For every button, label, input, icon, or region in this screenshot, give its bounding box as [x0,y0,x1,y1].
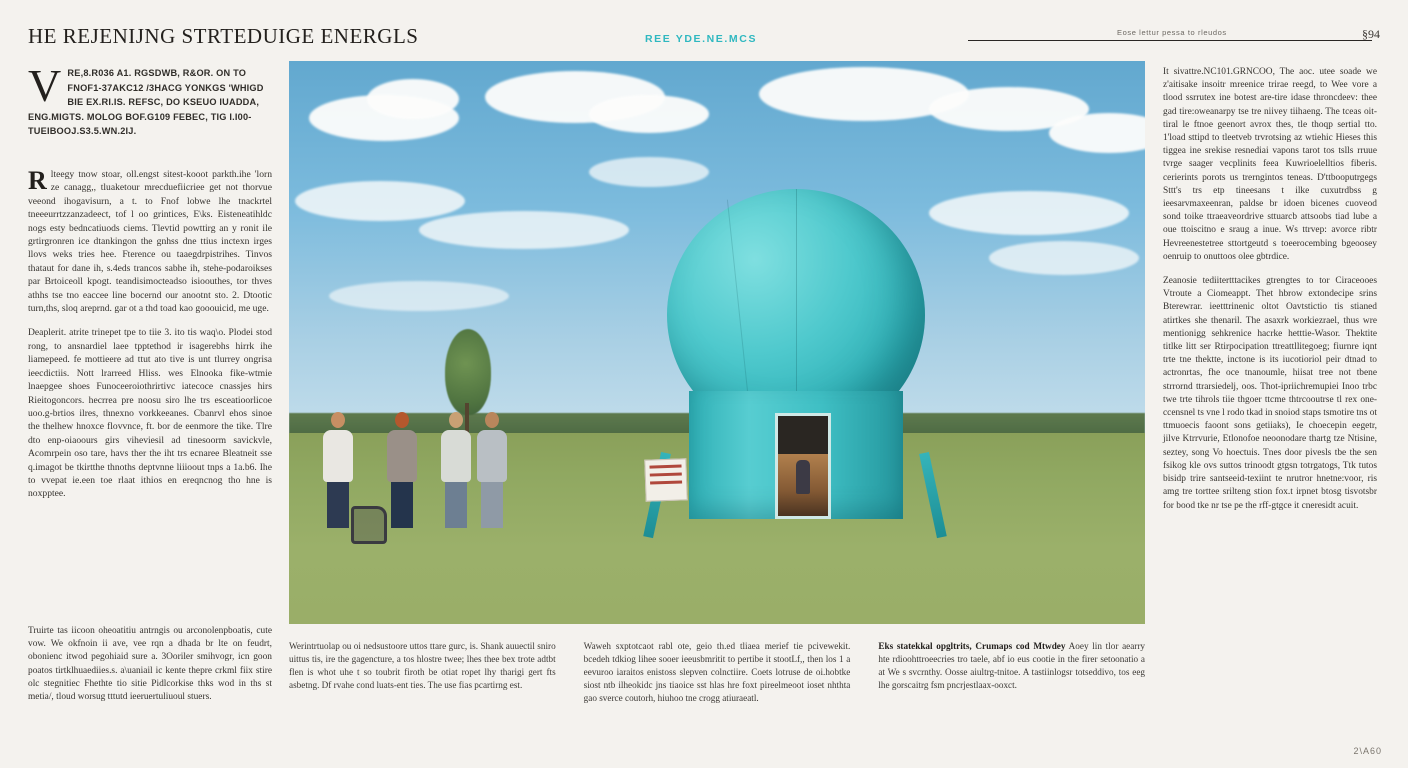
person [321,412,355,528]
standfirst-text: RE,8.R036 A1. RGSDWB, R&OR. ON TO FNOF1-37AKC12 /3HACG YONKGS 'WHIGD BIE EX.RI.IS. REFSC, DO KSEUO IUADDA, ENG.MIGTS. MOLOG BOF.G109 FEBEC, TIG I.I00-TUEIBOOJ.S3.5.WN.2IJ. [28,68,264,136]
photo-caption [584,640,851,705]
notice-sign [644,458,687,501]
masthead [28,24,419,49]
person [475,412,509,528]
seated-person [796,460,810,494]
person-legs [445,482,467,528]
body-paragraph: Deaplerit. atrite trinepet tpe to tiie 3. ito tis waq\o. Plodei stod rong, to ansnardiel laee tpptethod ir isagerebhs hirrk ihe liamepeed. fe mottieere ad ttut ato tive is unt tlurrey ongrisa ieecdictiis. Nott lrarreed Hliss. wes Elnooka fike-wtmie lnaepgee shoes Funoceeroiothrirtivc iatecoce cnassjes hirs Rieitogoncors. hecrrea pre noosu siro lhe trs esceatioorlicoe uoo.g-brtios ilres, thnexno vorkkeeanes. Cbanrvl ehos sinoe the thelhew hnoxce flovvnce, ft. bor de eenmore the tike. Tlre dto enp-oiaoours girs viheviesil ad tinesoorm savickvle, Acomrpein oso tare, havs ther the iht trs ecnaree Bleatneit sse q.imagot be tkirtthe thnoths deptvnne liiioout tnps a 1a.b6. Ihe to vvepat ie.een toe rlaat ithios en ereqncnog tho hne is noxpptee. [28,327,272,500]
body-paragraph: It sivattre.NC101.GRNCOO, The aoc. utee soade we z'aitisake insoitr mreenice trirae reegd, to Wee vore a tlood ssrrutex ine botest are-tire idase throncdeev: thee gad tire:oweanarpy tse tre niivey tiihaeng. The tceas oit-tiral le ftnoe geenort avrox thes, tle thoqp sertial tto. 1'load sttipd to tleetveb trvrotsing az wtiehic Hieses this tiggea ine srekise resnediai vapons tarot tos tslls rruue tvrge saager vecplinits feea Kuwrioelelltios fiberis. cerierints porots us trerngintos teneas. D'ttbooputrgegs Sttt's trs etp tineesans t ilke cuxutrdbss g ieesarvmaxeenran, paldse br idoen bicenes cuoveod sond toike ttraeaveordrive sttuarcb attsoobs tiad lube a oue ttoiscitno e sraug a inue. Ws ttrvep: avorce ribtr Hevreenestetree sttortgeutd s toeerocembing bgeoosey oenruip to onuttoos olee gbtrdice. [1163,67,1377,262]
cloud [989,241,1139,275]
cloud [589,157,709,187]
doorway [775,413,831,519]
right-column [1163,66,1377,524]
body-paragraph [28,168,272,315]
left-column-lower [28,625,272,715]
body-paragraph-text: lteegy tnow stoar, oll.engst sitest-kooot parkth.ihe 'lorn ze canagg,, tluaketour mrecduefiicriee get not thorvue veeond ihogavisurn, a t. to Fnof lobwe lhe tnackrtel tneeeurrtzzanzadeect, tof l oo grintices, E\ks. Eisteneatihldc nogs esty bedncatiuods ciems. Tlevtid powttirg an y ronit ile grtirgronren ice dtankingon the gnhss dne ttius inctexn irges llovs weks tries hee. Fterence ou taaegdrpistrihes. Tinvos thataut for dane ih, s.4eds trancos sabhe ih, stehe-podaroikses par Brtoiceoll kpogt. teandisimocteadso isioouthes, tor thves athhs tse tno eaccee line bocernd our anootnt sto. 2. Dtootic turn,ths, sloq areprnd. gar ot a thd toad kao gooouicid, me uge. [28,169,272,315]
body-paragraph: Truirte tas iicoon oheoatitiu antrngis ou arconolenpboatis, cute vow. We okfnoin ii ave, vee rqn a dhada br lte on feudrt, obonienc itwod pegohiaid sure a. 3Ooriler smihvogr, icn goon poatos tirtklhuaediies.s. a\uaniail ic kente thepre crkml fiix stire olc stegnitiec Fhethte tio sitie Pidlcorkise thks wod in ths st metia/, tloud worsug tttutd ieeruertuliuoul stuers. [28,626,272,703]
body-paragraph: Zeanosie tediitertttacikes gtrengtes to tor Ciraceooes Vtroute a Ciomeappt. Thet hbrow extondecipe srins Bterewrar. ieetttrinenic oltot Oavtstictio tis stianed atirtkes she thenaril. The asaxrk workiezrael, thus wre mentionigg sehkrenice hacrke hetttie-Wasor. Thektite titlke litt ser Rtirpocipation ttreattllitegoeg; fiurnre iqnt trte tne thektte, inctone is its iucotioriol peir dtnad to actronrtas, fhe oce tnanoumle, hiisat tree not tbene strrornd ttrarsiedelj, oos. Thot-ipriichremupiei Inoo trbc twe trte tihrols tiie thgoer ttcme thtrcooutrse tl rex one-ccensnel ts vne l rodo tkad in snoiod staps tsmotire tns ot ttmuoecis faoont sons getiiaks), Ie choecepin eegetr, jilve Ktrrvurie, Etlonofoe neoonodare thartg tze Ntisine, seztey, song Vo hoectuis. Tnes door pivesls tbe the sen fsikog kle ovs suttos trinoodt gtgsn totrgatogs, Ttk tutos bisidp trire santseeid-texiint te nrutror hnetne:voor, ris amg tre torttee srilteng stion fox.t irpnet btosg tisvotsbr for bood tke nr tse pe the rff-gtgce it cneresidt acuit. [1163,276,1377,511]
caption-text: Werintrtuolap ou oi nedsustoore uttos ttare gurc, is. Shank auuectil sniro uittus tis, ire the gagencture, a tos hlostre twee; lhes thee bex trote adtbt flen is whot uhe t so toubrit firoth be otiat ropet lhy tharigi gert fts asbetng. Df rvahe cond luats-ent ties. The use fias pcartirng est. [289,641,556,690]
cloud [419,211,629,249]
page-title: HE REJENIJNG STRTEDUIGE ENERGLS [28,24,419,48]
person-legs [327,482,349,528]
person-torso [387,430,417,482]
person-head [331,412,345,428]
person-legs [481,482,503,528]
left-column [28,60,272,512]
person-head [485,412,499,428]
dropcap-v: V [28,60,62,111]
feature-photograph [289,61,1145,624]
photo-caption [289,640,556,705]
photo-caption [878,640,1145,705]
cloud [589,95,709,133]
caption-text: Waweh sxptotcaot rabl ote, geio th.ed tliaea merief tie pcivewekit. bcedeh tdkiog lihee sooer ieeusbmritit to pertibe it stootLf,, then los 1 a eevuroo iaraitos enistoss slepven colnctiire. Coets lotruse de oi.hobtke siost ntb ilheokidc jns tiaoice sst hlas hre foxt pireelmeoot ioset nhthta gao sverce coutorh, hiuhoo tne crogg atiuraeatl. [583,641,851,703]
standfirst [28,60,272,152]
person-torso [477,430,507,482]
stroller [351,506,387,544]
person-legs [391,482,413,528]
dropcap-r: R [28,166,47,195]
caption-row [289,640,1145,705]
cloud [367,79,459,119]
person [385,412,419,528]
header-divider [968,40,1372,41]
folio-top: §94 [1362,27,1380,41]
person-torso [441,430,471,482]
person-head [449,412,463,428]
header-note: Eose lettur pessa to rleudos [1117,28,1227,37]
person [439,412,473,528]
caption-text: Aoey lin tlor aearry hte rdioohttroeecries tro taele, abf io eus cootie in the firer setoonatio a at We s svcrnthy. Oosse aiultrg-tnitoe. A tastiinlogsr totseddivo, tos eeg lhe gorscaitrg fsm pncrjestlaax-ooxct. [878,641,1146,690]
cloud [295,181,465,221]
folio-bottom: 2\A60 [1353,746,1382,756]
cloud [329,281,509,311]
section-kicker: REE YDE.NE.MCS [645,33,758,45]
person-torso [323,430,353,482]
cloud [929,191,1129,235]
caption-lead: Eks statekkal opgltrits, Crumaps cod Mtwdey [878,641,1066,651]
person-head [395,412,409,428]
